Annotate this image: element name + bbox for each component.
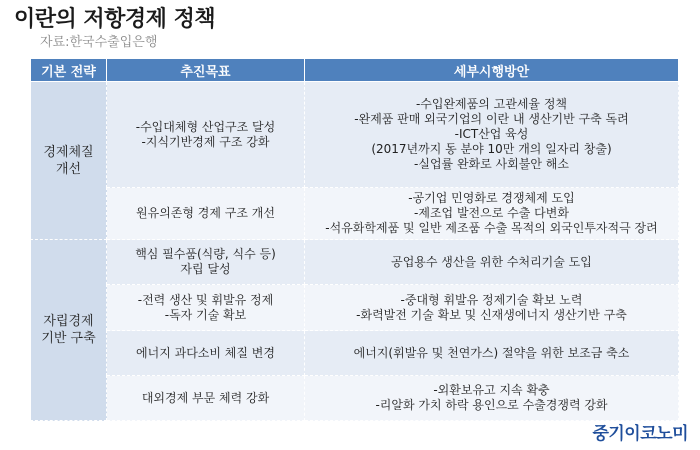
- category-line: 개선: [55, 161, 82, 177]
- category-line: 자립경제: [43, 314, 94, 329]
- target-cell: [107, 82, 305, 188]
- table-row: [31, 188, 679, 240]
- detail-line: -리알화 가치 하락 용인으로 수출경쟁력 강화: [375, 398, 608, 412]
- table-row: [31, 376, 679, 421]
- table-header-row: [31, 59, 679, 82]
- header-details: 세부시행방안: [305, 59, 679, 82]
- details-cell: [305, 188, 679, 240]
- table-row: [31, 82, 679, 188]
- source-note: 자료:한국수출입은행: [40, 35, 158, 50]
- target-cell: [107, 240, 305, 285]
- detail-line: 에너지(휘발유 및 천연가스) 절약을 위한 보조금 축소: [353, 345, 630, 360]
- category-cell: [31, 82, 107, 240]
- detail-line: -수입완제품의 고관세율 정책: [415, 97, 568, 111]
- publisher-logo: 중기이코노미: [592, 424, 688, 444]
- target-cell: [107, 376, 305, 421]
- header-target: 추진목표: [107, 59, 305, 82]
- target-line: -지식기반경제 구조 강화: [141, 134, 270, 149]
- table-row: [31, 331, 679, 376]
- details-cell: [305, 240, 679, 285]
- detail-line: -제조업 발전으로 수출 다변화: [414, 206, 569, 220]
- target-line: -독자 기술 확보: [164, 307, 247, 322]
- page-title: 이란의 저항경제 정책: [14, 7, 216, 32]
- detail-line: -중대형 휘발유 정제기술 확보 노력: [400, 292, 583, 307]
- table-row: [31, 285, 679, 331]
- category-cell: [31, 240, 107, 421]
- target-line: -전력 생산 및 휘발유 정제: [137, 292, 274, 307]
- details-cell: [305, 82, 679, 188]
- detail-line: -완제품 판매 외국기업의 이란 내 생산기반 구축 독려: [354, 112, 629, 126]
- policy-table: [30, 58, 679, 421]
- detail-line: -화력발전 기술 확보 및 신재생에너지 생산기반 구축: [356, 307, 627, 322]
- details-cell: [305, 376, 679, 421]
- category-line: 기반 구축: [41, 331, 96, 346]
- category-line: 경제체질: [43, 144, 94, 160]
- target-line: -수입대체형 산업구조 달성: [135, 119, 276, 134]
- detail-line: 공업용수 생산을 위한 수처리기술 도입: [391, 254, 592, 269]
- target-line: 에너지 과다소비 체질 변경: [136, 345, 275, 360]
- detail-line: -실업률 완화로 사회불안 해소: [414, 157, 569, 171]
- target-cell: [107, 285, 305, 331]
- target-cell: [107, 331, 305, 376]
- details-cell: [305, 285, 679, 331]
- target-line: 원유의존형 경제 구조 개선: [136, 206, 275, 220]
- detail-line: -공기업 민영화로 경쟁체제 도입: [408, 191, 575, 205]
- detail-line: -외환보유고 지속 확충: [433, 383, 550, 397]
- header-strategy: 기본 전략: [31, 59, 107, 82]
- detail-line: -ICT산업 육성: [454, 127, 529, 141]
- detail-line: -석유화학제품 및 일반 제조품 수출 목적의 외국인투자적극 장려: [325, 221, 658, 235]
- table-row: [31, 240, 679, 285]
- details-cell: [305, 331, 679, 376]
- target-cell: [107, 188, 305, 240]
- target-line: 자립 달성: [180, 262, 231, 276]
- target-line: 대외경제 부문 체력 강화: [141, 390, 270, 405]
- detail-line: (2017년까지 동 분야 10만 개의 일자리 창출): [371, 142, 612, 156]
- target-line: 핵심 필수품(식량, 식수 등): [135, 247, 276, 261]
